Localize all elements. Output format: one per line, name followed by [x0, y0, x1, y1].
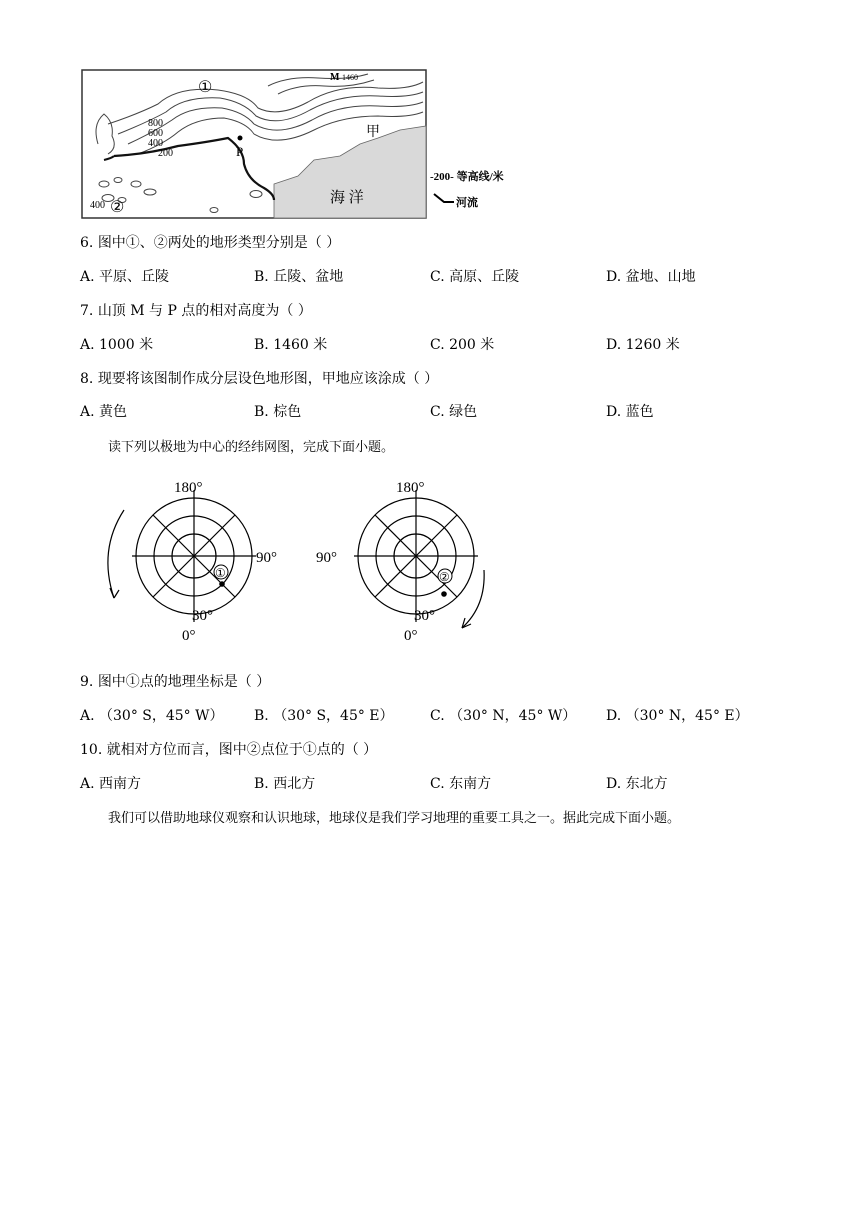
- map-contour-label: 400: [148, 138, 163, 149]
- map-contour-label: 600: [148, 128, 163, 139]
- option-a[interactable]: A. 西南方: [80, 776, 142, 792]
- map-contour-label: 400: [90, 200, 105, 211]
- map-ocean-label: 海 洋: [330, 190, 364, 206]
- topographic-map: [78, 64, 548, 224]
- option-b[interactable]: B. 1460 米: [254, 337, 328, 353]
- option-c[interactable]: C. 绿色: [430, 404, 478, 420]
- option-b[interactable]: B. 丘陵、盆地: [254, 269, 344, 285]
- question-text: 图中①、②两处的地形类型分别是（ ）: [97, 235, 341, 251]
- option-a[interactable]: A. 黄色: [80, 404, 128, 420]
- question-text: 山顶 M 与 P 点的相对高度为（ ）: [97, 303, 312, 319]
- option-d[interactable]: D. 蓝色: [606, 404, 654, 420]
- question-number: 6.: [80, 235, 94, 251]
- map-jia-label: 甲: [366, 125, 380, 140]
- question-8: [80, 368, 438, 388]
- option-a[interactable]: A. 平原、丘陵: [80, 269, 170, 285]
- map-contour-label: 800: [148, 118, 163, 129]
- polar-left-bottom: 0°: [182, 628, 196, 644]
- option-c[interactable]: C. （30° N，45° W）: [430, 708, 577, 724]
- option-c[interactable]: C. 东南方: [430, 776, 492, 792]
- question-number: 8.: [80, 371, 94, 387]
- question-text: 图中①点的地理坐标是（ ）: [97, 674, 271, 690]
- option-a[interactable]: A. 1000 米: [80, 337, 154, 353]
- option-c[interactable]: C. 高原、丘陵: [430, 269, 520, 285]
- polar-diagram-left: [94, 470, 294, 650]
- map-contour-label: 200: [158, 148, 173, 159]
- option-d[interactable]: D. 1260 米: [606, 337, 680, 353]
- intro-polar: 读下列以极地为中心的经纬网图，完成下面小题。: [108, 440, 395, 455]
- option-d[interactable]: D. 盆地、山地: [606, 269, 696, 285]
- map-legend-river: 河流: [456, 197, 478, 209]
- option-b[interactable]: B. （30° S，45° E）: [254, 708, 394, 724]
- question-9: [80, 671, 270, 691]
- question-text: 就相对方位而言，图中②点位于①点的（ ）: [106, 742, 378, 758]
- polar-right-bottom: 0°: [404, 628, 418, 644]
- question-6: [80, 232, 340, 252]
- map-m-height: 1460: [342, 73, 358, 82]
- question-10: [80, 739, 377, 759]
- map-m-label: M: [330, 72, 340, 83]
- map-legend-contour: -200- 等高线/米: [430, 171, 504, 183]
- polar-right-lat: 30°: [414, 608, 435, 624]
- question-number: 10.: [80, 742, 103, 758]
- polar-left-point: ①: [215, 566, 226, 580]
- polar-right-top: 180°: [396, 480, 425, 496]
- map-area2-label: ②: [110, 199, 125, 216]
- polar-left-right: 90°: [256, 550, 277, 566]
- option-d[interactable]: D. （30° N，45° E）: [606, 708, 749, 724]
- option-b[interactable]: B. 西北方: [254, 776, 316, 792]
- intro-globe: 我们可以借助地球仪观察和认识地球，地球仪是我们学习地理的重要工具之一。据此完成下面小题。: [108, 811, 681, 826]
- map-p-label: P: [236, 144, 244, 159]
- question-text: 现要将该图制作成分层设色地形图，甲地应该涂成（ ）: [97, 371, 439, 387]
- polar-right-point: ②: [439, 570, 450, 584]
- river-legend-icon: [434, 194, 454, 202]
- option-c[interactable]: C. 200 米: [430, 337, 495, 353]
- polar-left-lat: 30°: [192, 608, 213, 624]
- polar-left-top: 180°: [174, 480, 203, 496]
- polar-right-left: 90°: [316, 550, 337, 566]
- polar-diagram-right: [316, 470, 516, 650]
- question-number: 9.: [80, 674, 94, 690]
- question-number: 7.: [80, 303, 94, 319]
- option-d[interactable]: D. 东北方: [606, 776, 668, 792]
- option-a[interactable]: A. （30° S，45° W）: [80, 708, 224, 724]
- option-b[interactable]: B. 棕色: [254, 404, 302, 420]
- map-area1-label: ①: [198, 79, 213, 96]
- question-7: [80, 300, 312, 320]
